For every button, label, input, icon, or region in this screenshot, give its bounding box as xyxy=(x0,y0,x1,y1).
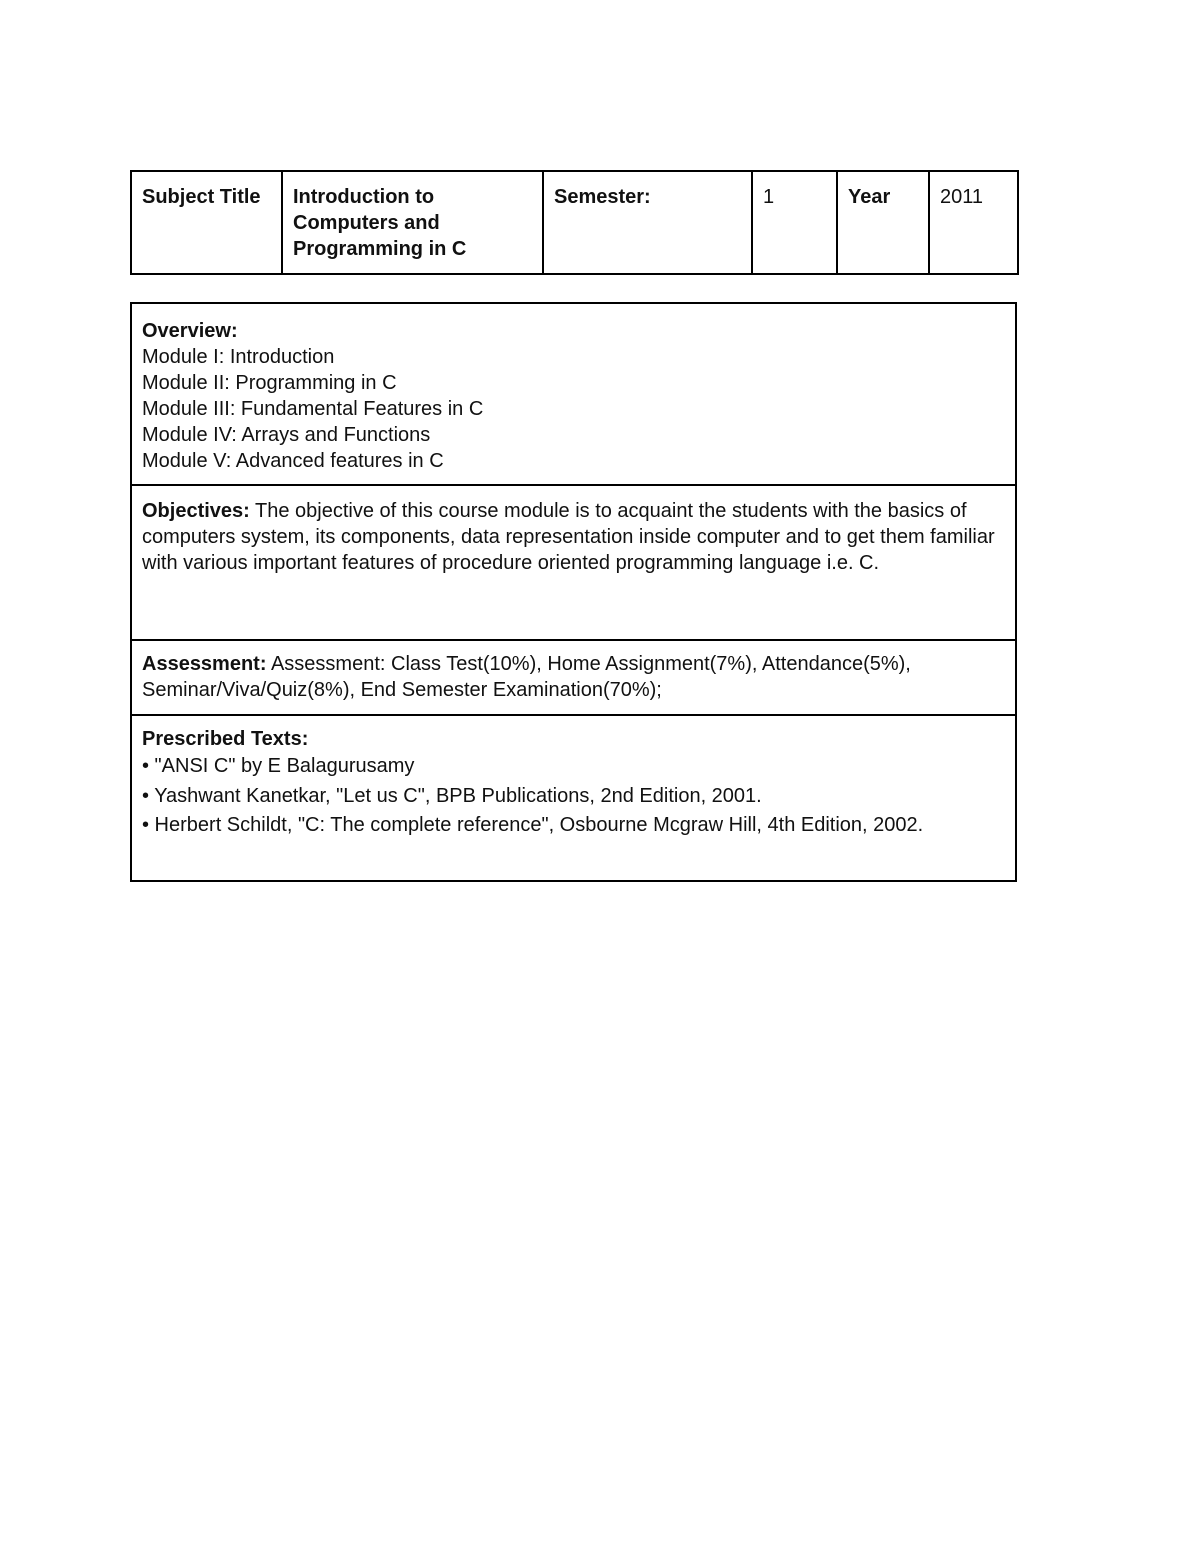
subject-title-value: Introduction to Computers and Programming in C xyxy=(282,171,543,274)
assessment-text: Assessment: Class Test(10%), Home Assignment(7%), Attendance(5%), Seminar/Viva/Quiz(8%), End Semester Examination(70%); xyxy=(142,653,911,701)
prescribed-text-item: • "ANSI C" by E Balagurusamy xyxy=(142,755,415,777)
overview-section xyxy=(131,303,1016,485)
assessment-section xyxy=(131,640,1016,715)
objectives-cell xyxy=(131,485,1016,640)
objectives-section xyxy=(131,485,1016,640)
module-item: Module V: Advanced features in C xyxy=(142,450,444,472)
objectives-text: The objective of this course module is to acquaint the students with the basics of computers system, its components, data representation inside computer and to get them familiar with various important features of procedure oriented programming language i.e. C. xyxy=(142,500,995,574)
prescribed-texts-section xyxy=(131,715,1016,881)
overview-cell xyxy=(131,303,1016,485)
assessment-cell xyxy=(131,640,1016,715)
semester-value: 1 xyxy=(752,171,837,274)
subject-header-row xyxy=(131,171,1018,274)
assessment-label: Assessment: xyxy=(142,653,267,675)
objectives-label: Objectives: xyxy=(142,500,250,522)
course-details-table xyxy=(130,302,1017,882)
semester-label: Semester: xyxy=(543,171,752,274)
module-item: Module I: Introduction xyxy=(142,346,335,368)
module-item: Module IV: Arrays and Functions xyxy=(142,424,431,446)
prescribed-texts-cell xyxy=(131,715,1016,881)
subject-header-table xyxy=(130,170,1019,275)
year-value: 2011 xyxy=(929,171,1018,274)
module-item: Module II: Programming in C xyxy=(142,372,397,394)
prescribed-texts-label: Prescribed Texts: xyxy=(142,728,309,750)
prescribed-text-item: • Yashwant Kanetkar, "Let us C", BPB Publications, 2nd Edition, 2001. xyxy=(142,784,762,807)
subject-title-label: Subject Title xyxy=(131,171,282,274)
prescribed-text-item: • Herbert Schildt, "C: The complete reference", Osbourne Mcgraw Hill, 4th Edition, 2002. xyxy=(142,814,924,836)
year-label: Year xyxy=(837,171,929,274)
module-item: Module III: Fundamental Features in C xyxy=(142,398,484,420)
overview-label: Overview: xyxy=(142,320,238,342)
